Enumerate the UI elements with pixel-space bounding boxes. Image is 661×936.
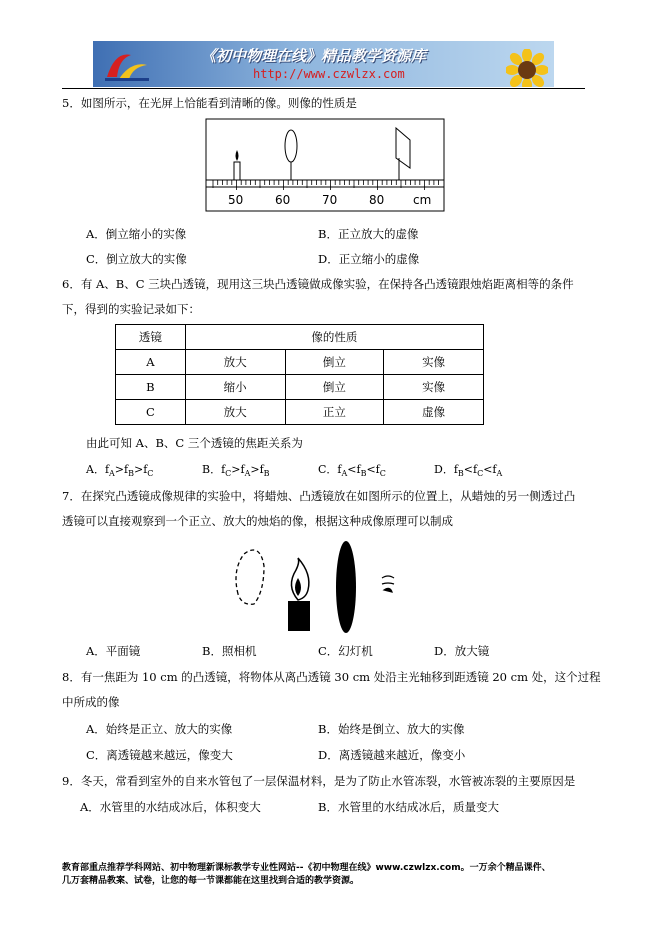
q7-option-d[interactable]: D．放大镜	[434, 644, 490, 658]
table-row	[116, 350, 484, 375]
virtual-image-flame-icon	[236, 550, 264, 604]
ruler-unit-cm: cm	[413, 193, 432, 207]
ruler-label-80: 80	[369, 193, 385, 207]
q5-stem: 5．如图所示，在光屏上恰能看到清晰的像。则像的性质是	[62, 96, 357, 110]
q8-stem-line1: 8．有一焦距为 10 cm 的凸透镜，将物体从离凸透镜 30 cm 处沿主光轴移到距透镜 20 cm 处，这个过程	[62, 670, 601, 684]
table-row	[116, 375, 484, 400]
table-header-cell: 像的性质	[185, 325, 483, 350]
q6-option-a[interactable]: A．$f_A>f_B>f_C$	[86, 463, 154, 479]
sunflower-icon	[506, 49, 548, 87]
q9-option-a[interactable]: A．水管里的水结成冰后，体积变大	[80, 800, 261, 814]
q5-option-c[interactable]: C．倒立放大的实像	[86, 252, 187, 266]
table-cell: 实像	[384, 375, 484, 400]
q7-lens-figure	[230, 540, 410, 634]
table-row	[116, 400, 484, 425]
q7-option-c[interactable]: C．幻灯机	[318, 644, 373, 658]
q6-option-c[interactable]: C．$f_A<f_B<f_C$	[318, 463, 386, 479]
eye-icon	[382, 576, 394, 592]
table-cell: 放大	[185, 350, 285, 375]
table-header-cell: 透镜	[116, 325, 186, 350]
candle-body-icon	[288, 601, 310, 631]
table-cell: 倒立	[285, 375, 384, 400]
banner-url[interactable]: http://www.czwlzx.com	[253, 67, 405, 81]
q6-conclusion: 由此可知 A、B、C 三个透镜的焦距关系为	[86, 436, 303, 450]
q5-option-d[interactable]: D．正立缩小的虚像	[318, 252, 420, 266]
q6-option-b[interactable]: B．$f_C>f_A>f_B$	[202, 463, 270, 479]
table-cell: C	[116, 400, 186, 425]
q5-option-a[interactable]: A．倒立缩小的实像	[86, 227, 187, 241]
table-cell: 缩小	[185, 375, 285, 400]
banner-title: 《初中物理在线》精品教学资源库	[201, 47, 427, 65]
table-cell: 放大	[185, 400, 285, 425]
q7-option-a[interactable]: A．平面镜	[86, 644, 141, 658]
table-cell: A	[116, 350, 186, 375]
q7-stem-line1: 7．在探究凸透镜成像规律的实验中，将蜡烛、凸透镜放在如图所示的位置上，从蜡烛的另一侧透过凸	[62, 489, 576, 503]
q9-stem: 9．冬天，常看到室外的自来水管包了一层保温材料，是为了防止水管冻裂，水管被冻裂的主要原因是	[62, 774, 576, 788]
candle-icon	[234, 150, 240, 180]
footer-line-1: 教育部重点推荐学科网站、初中物理新课标教学专业性网站--《初中物理在线》www.czwlzx.com。一万余个精品课件、	[62, 863, 551, 873]
q5-option-b[interactable]: B．正立放大的虚像	[318, 227, 419, 241]
ruler	[206, 180, 444, 190]
q8-stem-line2: 中所成的像	[62, 695, 120, 709]
q5-optical-bench-figure	[205, 118, 445, 212]
q9-option-b[interactable]: B．水管里的水结成冰后，质量变大	[318, 800, 499, 814]
q6-stem-line2: 下，得到的实验记录如下：	[62, 302, 200, 316]
q8-option-c[interactable]: C．离透镜越来越远，像变大	[86, 748, 233, 762]
q8-option-a[interactable]: A．始终是正立、放大的实像	[86, 722, 233, 736]
candle-flame-icon	[288, 558, 310, 631]
q7-stem-line2: 透镜可以直接观察到一个正立、放大的烛焰的像，根据这种成像原理可以制成	[62, 514, 453, 528]
lens-icon	[285, 130, 297, 180]
table-cell: 正立	[285, 400, 384, 425]
q8-option-b[interactable]: B．始终是倒立、放大的实像	[318, 722, 465, 736]
footer-line-2: 几万套精品教案、试卷，让您的每一节课都能在这里找到合适的教学资源。	[62, 876, 360, 886]
ruler-label-70: 70	[322, 193, 338, 207]
header-banner	[93, 41, 554, 87]
table-cell: 虚像	[384, 400, 484, 425]
table-cell: 倒立	[285, 350, 384, 375]
convex-lens-icon	[336, 541, 356, 633]
q6-option-d[interactable]: D．$f_B<f_C<f_A$	[434, 463, 503, 479]
table-header-row	[116, 325, 484, 350]
q6-results-table	[115, 324, 484, 425]
ruler-label-60: 60	[275, 193, 291, 207]
page-footer	[62, 862, 602, 888]
q8-option-d[interactable]: D．离透镜越来越近，像变小	[318, 748, 466, 762]
table-cell: B	[116, 375, 186, 400]
site-logo-icon	[101, 47, 153, 83]
header-rule	[62, 88, 585, 89]
q7-option-b[interactable]: B．照相机	[202, 644, 257, 658]
screen-icon	[396, 128, 410, 180]
q6-stem-line1: 6．有 A、B、C 三块凸透镜，现用这三块凸透镜做成像实验，在保持各凸透镜跟烛焰距离相等的条件	[62, 277, 574, 291]
ruler-label-50: 50	[228, 193, 244, 207]
table-cell: 实像	[384, 350, 484, 375]
